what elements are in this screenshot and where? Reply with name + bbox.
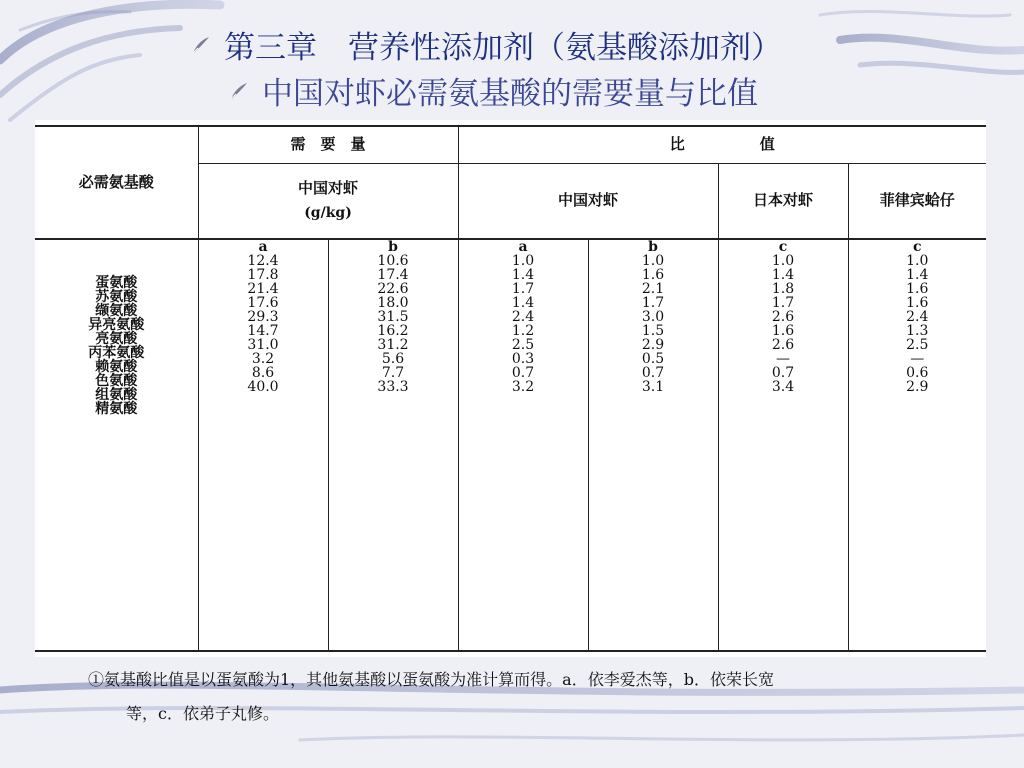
table-cell: 1.4: [771, 267, 795, 283]
table-cell: 0.7: [641, 365, 665, 381]
table-cell: 3.0: [641, 309, 665, 325]
table-cell: 0.3: [511, 351, 535, 367]
amino-acid-name: 苏氨酸: [95, 289, 138, 305]
table-cell: 0.7: [511, 365, 535, 381]
table-cell: 8.6: [251, 365, 275, 381]
table-cell: 17.8: [247, 267, 279, 283]
header-amino-acid: 必需氨基酸: [35, 126, 198, 239]
header-ratio: 比 值: [458, 126, 986, 163]
table-cell: 2.9: [906, 379, 929, 395]
table-cell: —: [776, 351, 791, 367]
header-requirement: 需 要 量: [198, 126, 458, 163]
table-cell: 3.2: [251, 351, 275, 367]
table-cell: 1.7: [511, 281, 535, 297]
table-cell: 2.5: [511, 337, 535, 353]
table-cell: 0.7: [771, 365, 795, 381]
table-cell: 16.2: [377, 323, 409, 339]
column-req-a: [198, 239, 328, 651]
scanned-table-image: [35, 120, 986, 657]
table-cell: 3.4: [771, 379, 795, 395]
table-cell: 1.6: [906, 295, 929, 311]
table-cell: 0.5: [641, 351, 665, 367]
header-ratio-species-0: 中国对虾: [458, 163, 718, 239]
footnote-line-1: ①氨基酸比值是以蛋氨酸为1，其他氨基酸以蛋氨酸为准计算而得。a．依李爱杰等，b．依荣长宽: [88, 670, 774, 689]
amino-acid-name: 丙苯氨酸: [88, 345, 145, 361]
amino-acid-name: 精氨酸: [95, 401, 138, 417]
amino-acid-name: 色氨酸: [95, 373, 138, 389]
table-cell: 1.7: [641, 295, 665, 311]
table-cell: 31.2: [377, 337, 409, 353]
sub-label: a: [258, 239, 268, 255]
table-cell: 2.9: [641, 337, 665, 353]
slide-subtitle: [228, 68, 758, 113]
table-cell: 12.4: [247, 253, 279, 269]
header-ratio-species-1: 日本对虾: [718, 163, 848, 239]
table-cell: —: [910, 351, 925, 367]
table-cell: 14.7: [247, 323, 279, 339]
header-ratio-species-2: 菲律宾蛤仔: [848, 163, 986, 239]
table-cell: 31.0: [247, 337, 279, 353]
slide-title-text: 第三章 营养性添加剂（氨基酸添加剂）: [224, 30, 782, 66]
table-cell: 3.1: [641, 379, 665, 395]
table-cell: 1.0: [641, 253, 665, 269]
amino-acid-name: 异亮氨酸: [88, 317, 145, 333]
table-cell: 1.2: [511, 323, 535, 339]
quill-bullet-icon: [228, 80, 250, 102]
table-cell: 2.6: [771, 337, 795, 353]
sub-label: b: [388, 239, 398, 255]
table-cell: 1.0: [511, 253, 535, 269]
amino-acid-name: 亮氨酸: [95, 331, 138, 347]
table-cell: 2.6: [771, 309, 795, 325]
table-cell: 5.6: [381, 351, 405, 367]
table-cell: 31.5: [377, 309, 409, 325]
table-cell: 1.0: [771, 253, 795, 269]
table-cell: 1.8: [771, 281, 795, 297]
slide-subtitle-text: 中国对虾必需氨基酸的需要量与比值: [262, 76, 758, 112]
slide-title: [190, 22, 782, 67]
column-ratio-clam: [848, 239, 986, 651]
column-ratio-a: [458, 239, 588, 651]
column-ratio-japan: [718, 239, 848, 651]
table-cell: 18.0: [377, 295, 409, 311]
table-cell: 2.1: [641, 281, 665, 297]
amino-acid-name: 组氨酸: [95, 387, 138, 403]
table-footnote: [88, 663, 948, 731]
column-req-b: [328, 239, 458, 651]
sub-label: c: [913, 239, 922, 255]
amino-acid-name: 蛋氨酸: [95, 275, 138, 291]
table-cell: 33.3: [377, 379, 409, 395]
table-cell: 7.7: [381, 365, 405, 381]
table-cell: 22.6: [377, 281, 409, 297]
table-cell: 1.3: [906, 323, 929, 339]
table-cell: 1.6: [641, 267, 665, 283]
sub-label: b: [648, 239, 658, 255]
table-cell: 1.7: [771, 295, 795, 311]
sub-label: c: [778, 239, 788, 255]
header-req-species: [198, 163, 458, 239]
table-cell: 1.6: [906, 281, 929, 297]
quill-bullet-icon: [190, 34, 212, 56]
header-req-unit: (g/kg): [304, 205, 352, 222]
table-cell: 1.4: [511, 267, 535, 283]
table-cell: 40.0: [247, 379, 279, 395]
table-cell: 1.4: [906, 267, 929, 283]
table-cell: 0.6: [906, 365, 929, 381]
table-cell: 1.4: [511, 295, 535, 311]
amino-acid-name: 缬氨酸: [95, 303, 138, 319]
table-cell: 1.0: [906, 253, 929, 269]
table-cell: 17.6: [247, 295, 279, 311]
header-req-species-name: 中国对虾: [298, 179, 359, 198]
table-cell: 29.3: [247, 309, 279, 325]
column-ratio-b: [588, 239, 718, 651]
amino-acid-table: [35, 125, 986, 652]
table-cell: 21.4: [247, 281, 279, 297]
table-cell: 17.4: [377, 267, 409, 283]
column-amino-names: [35, 239, 198, 651]
table-cell: 1.5: [641, 323, 665, 339]
table-cell: 1.6: [771, 323, 795, 339]
amino-acid-name: 赖氨酸: [95, 359, 138, 375]
footnote-line-2: 等，c．依弟子丸修。: [126, 704, 279, 723]
table-cell: 2.5: [906, 337, 929, 353]
table-cell: 10.6: [377, 253, 409, 269]
table-cell: 2.4: [511, 309, 535, 325]
sub-label: a: [518, 239, 528, 255]
table-cell: 2.4: [906, 309, 929, 325]
table-cell: 3.2: [511, 379, 535, 395]
